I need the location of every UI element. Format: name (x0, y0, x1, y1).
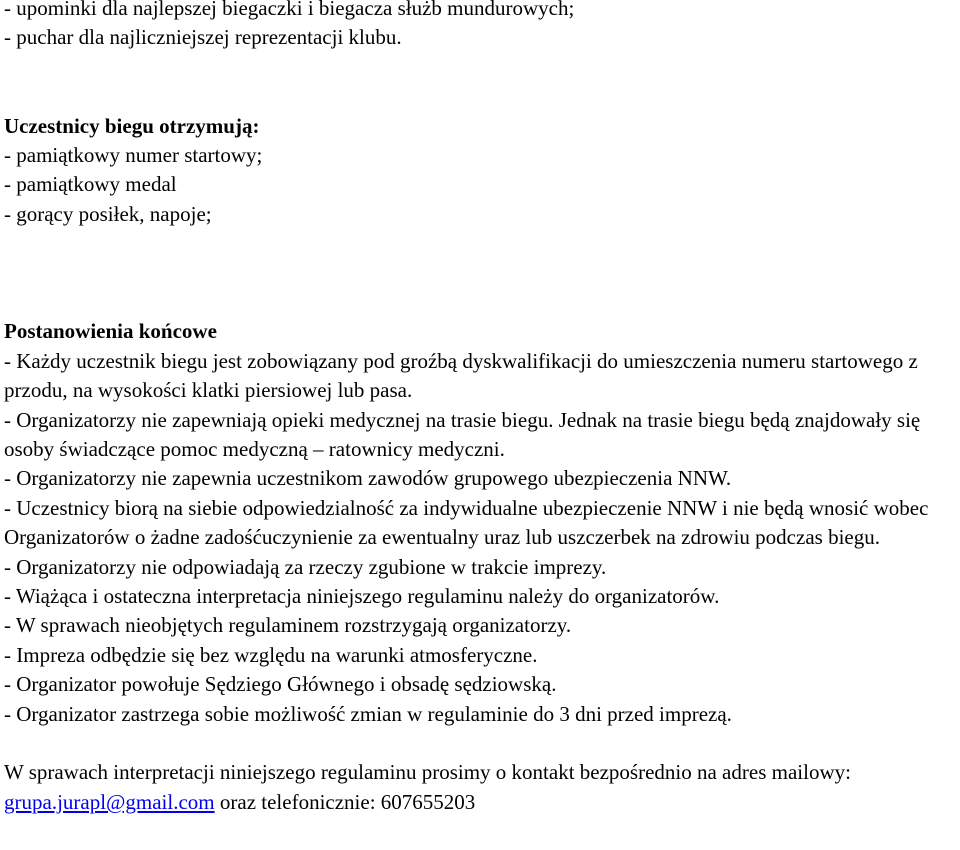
final-provision-item: - Organizatorzy nie odpowiadają za rzeczy zgubione w trakcie imprezy. (4, 554, 607, 579)
contact-text-before: W sprawach interpretacji niniejszego regulaminu prosimy o kontakt bezpośrednio na adres mailowy: (4, 760, 851, 785)
contact-paragraph (4, 758, 958, 817)
contact-text-after: oraz telefonicznie: 607655203 (214, 789, 476, 814)
final-provision-item: - Każdy uczestnik biegu jest zobowiązany pod groźbą dyskwalifikacji do umieszczenia numeru startowego z przodu, na wysokości klatki piersiowej lub pasa. (4, 348, 918, 403)
participants-item: - pamiątkowy medal (4, 172, 177, 197)
final-provision-item: - Uczestnicy biorą na siebie odpowiedzialność za indywidualne ubezpieczenie NNW i nie będą wnosić wobec Organizatorów o żadne zadośćuczynienie za ewentualny uraz lub uszczerbek na zdrowiu podczas biegu. (4, 495, 929, 550)
intro-line: - upominki dla najlepszej biegaczki i biegacza służb mundurowych; (4, 0, 575, 20)
participants-item: - pamiątkowy numer startowy; (4, 143, 263, 167)
regulation-document (4, 0, 958, 817)
participants-heading: Uczestnicy biegu otrzymują: (4, 113, 260, 138)
spacer (4, 729, 958, 758)
final-provisions-heading: Postanowienia końcowe (4, 319, 217, 344)
final-provision-item: - W sprawach nieobjętych regulaminem rozstrzygają organizatorzy. (4, 613, 572, 638)
intro-line: - puchar dla najliczniejszej reprezentacji klubu. (4, 25, 402, 50)
final-provision-item: - Wiążąca i ostateczna interpretacja niniejszego regulaminu należy do organizatorów. (4, 584, 720, 609)
spacer (4, 229, 958, 258)
spacer (4, 288, 958, 317)
spacer (4, 259, 958, 288)
final-provision-item: - Impreza odbędzie się bez względu na warunki atmosferyczne. (4, 642, 538, 667)
final-provision-item: - Organizator zastrzega sobie możliwość zmian w regulaminie do 3 dni przed imprezą. (4, 701, 732, 726)
final-provision-item: - Organizatorzy nie zapewniają opieki medycznej na trasie biegu. Jednak na trasie biegu będą znajdowały się osoby świadczące pomoc medyczną – ratownicy medyczni. (4, 407, 921, 462)
spacer (4, 53, 958, 82)
spacer (4, 82, 958, 111)
contact-email-link[interactable]: grupa.jurapl@gmail.com (4, 789, 215, 814)
final-provision-item: - Organizatorzy nie zapewnia uczestnikom zawodów grupowego ubezpieczenia NNW. (4, 466, 732, 491)
participants-item: - gorący posiłek, napoje; (4, 201, 212, 226)
final-provision-item: - Organizator powołuje Sędziego Głównego i obsadę sędziowską. (4, 672, 557, 697)
